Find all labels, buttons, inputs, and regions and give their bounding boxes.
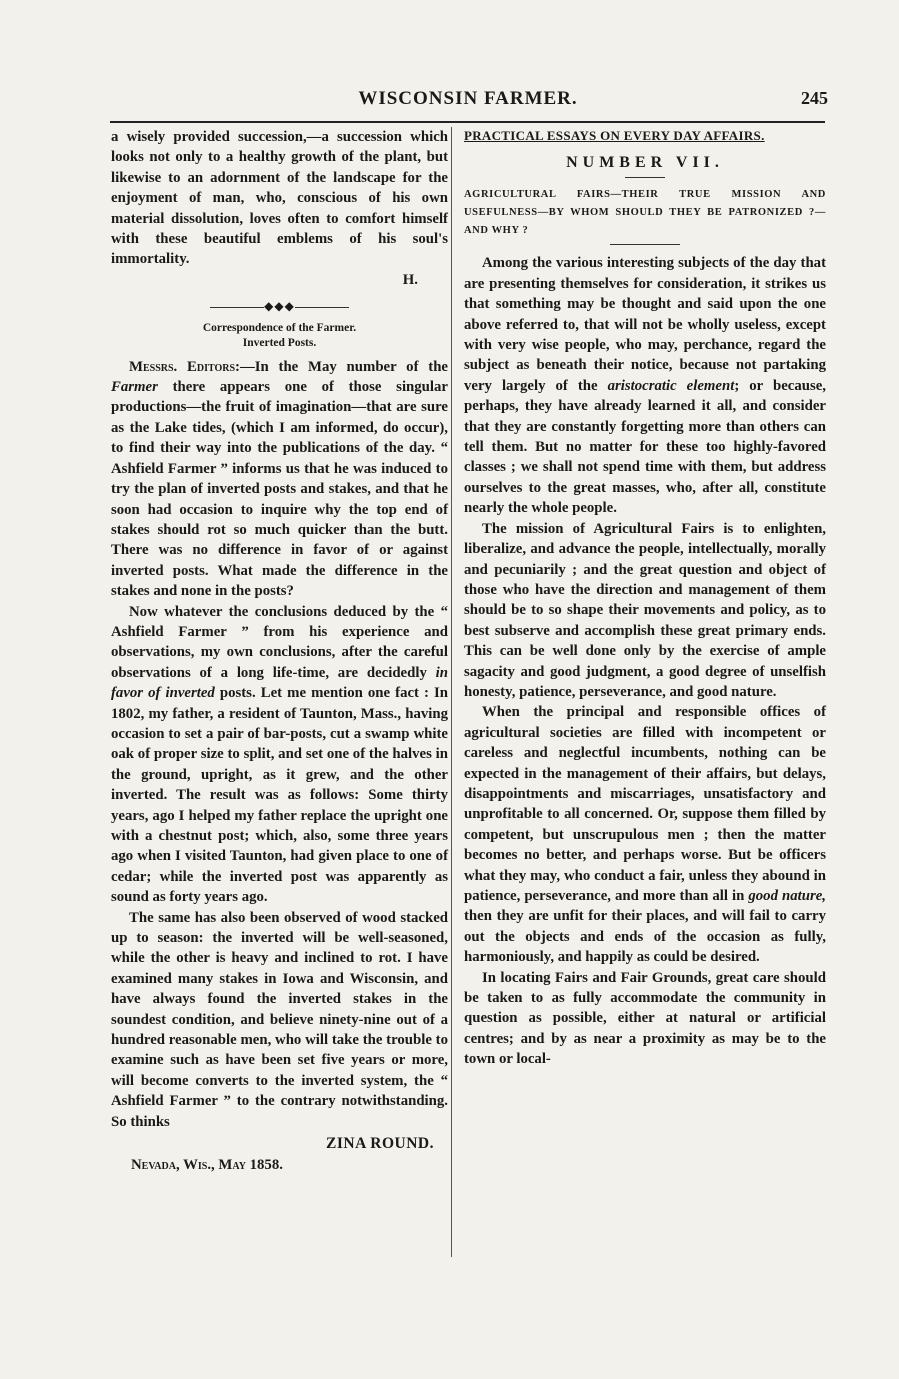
essay-paragraph bbox=[464, 968, 826, 1070]
essay-paragraph bbox=[464, 702, 826, 967]
italic-text: aristocratic element bbox=[607, 377, 735, 394]
opening-signature: H. bbox=[402, 271, 418, 288]
running-head bbox=[108, 88, 828, 118]
paragraph-text: —In the May number of the bbox=[239, 358, 448, 375]
ornament-glyphs: ◆◆◆ bbox=[264, 299, 295, 314]
section-ornament bbox=[111, 296, 448, 316]
paragraph-text: The mission of Agricultural Fairs is to enlighten, liberalize, and advance the people, intellectually, morally and pecuniarily ; and the great question and object of those who have the direction and management of them should be to so shape their movements and policy, as to best subserve and accomplish these great primary ends. This can be well done only by the exercise of ample sagacity and good judgment, a good degree of unselfish honesty, patience, perseverance, and good nature. bbox=[464, 520, 826, 700]
letter-signature: ZINA ROUND. bbox=[326, 1135, 434, 1153]
italic-text: Farmer bbox=[111, 379, 158, 396]
series-heading: PRACTICAL ESSAYS ON EVERY DAY AFFAIRS. bbox=[464, 128, 765, 143]
column-divider bbox=[451, 127, 452, 1257]
paragraph-text: In locating Fairs and Fair Grounds, great care should be taken to as fully accommodate the community in question as possible, either at natural or artificial centres; and by as near a proximity as may be to the town or local- bbox=[464, 969, 826, 1068]
header-rule bbox=[110, 121, 825, 123]
paragraph-text: Now whatever the conclusions deduced by the “ Ashfield Farmer ” from his experience and observations, my own conclusions, after the careful observations of a long life-time, are decidedly bbox=[111, 603, 448, 681]
page-number: 245 bbox=[801, 88, 828, 108]
letter-paragraph bbox=[111, 908, 448, 1132]
topic-rule bbox=[610, 244, 680, 245]
letter-paragraph bbox=[111, 357, 448, 602]
essay-paragraph bbox=[464, 253, 826, 518]
correspondence-heading: Correspondence of the Farmer. bbox=[202, 321, 357, 334]
italic-text: good nature, bbox=[748, 888, 826, 904]
right-column bbox=[464, 127, 826, 1070]
essay-paragraph bbox=[464, 519, 826, 703]
italic-text: in favor of inverted bbox=[111, 664, 448, 702]
article-title: Inverted Posts. bbox=[242, 336, 317, 349]
paragraph-text: Among the various interesting subjects of the day that are presenting themselves for consideration, it strikes us that something may be thought and said upon the one above referred to, that will not be wholly useless, except with very wise people, who may, perchance, regard the subject as beneath their notice, because not partaking very largely of the bbox=[464, 255, 826, 394]
paragraph-text: The same has also been observed of wood stacked up to season: the inverted will be well-seasoned, while the other is heavy and inclined to rot. I have examined many stakes in Iowa and Wisconsin, and have always found the inverted stakes in the soundest condition, and believe ninety-nine out of a hundred reasonable men, who will take the trouble to examine such as have been set five years or more, will become converts to the inverted system, the “ Ashfield Farmer ” to the contrary notwithstanding. So thinks bbox=[111, 909, 448, 1130]
paragraph-text: When the principal and responsible offices of agricultural societies are filled with incompetent or careless and neglectful incumbents, nothing can be expected in the management of their affairs, but delays, disappointments and miscarriages, unsatisfactory and unprofitable to all concerned. Or, suppose them filled by competent, but unscrupulous men ; then the matter becomes no better, and perhaps worse. But be officers what they may, who conduct a fair, unless they abound in patience, perseverance, and more than all in bbox=[464, 704, 826, 904]
number-heading-rule bbox=[625, 177, 665, 178]
ornament-rule-right bbox=[295, 307, 349, 308]
paragraph-text: then they are unfit for their places, and will fail to carry out the objects and ends of the occasion as fully, harmoniously, and happily as could be desired. bbox=[464, 908, 826, 966]
paragraph-text: ; or because, perhaps, they have already learned it all, and consider that they are constantly forgetting more than others can tell them. But no matter for these too highly-favored classes ; we shall not spend time with them, but address ourselves to the great masses, who, after all, constitute nearly the whole people. bbox=[464, 377, 826, 517]
number-heading: NUMBER VII. bbox=[566, 154, 724, 171]
paragraph-text: there appears one of those singular productions—the fruit of imagination—that are sure as the Lake tides, (which I am informed, do occur), to find their way into the publications of the day. “ Ashfield Farmer ” informs us that he was induced to try the plan of inverted posts and stakes, and that he soon had occasion to inquire why the top end of stakes should rot so much quicker than the butt. There was no difference in favor of or against inverted posts. What made the difference in the stakes and none in the posts? bbox=[111, 379, 448, 600]
topic-heading: AGRICULTURAL FAIRS—THEIR TRUE MISSION AND USEFULNESS—BY WHOM SHOULD THEY BE PATRONIZED ?—AND WHY ? bbox=[464, 189, 826, 237]
paragraph-text: posts. Let me mention one fact : In 1802, my father, a resident of Taunton, Mass., having occasion to set a pair of bar-posts, cut a swamp white oak of proper size to split, and set one of the halves in the ground, upright, as it grew, and the other inverted. The result was as follows: Some thirty years, ago I helped my father replace the upright one with a chestnut post; which, also, some three years ago when I visited Taunton, had given place to one of cedar; while the inverted post was apparently as sound as forty years ago. bbox=[111, 685, 449, 906]
ornament-rule-left bbox=[210, 307, 264, 308]
letter-paragraph bbox=[111, 602, 448, 908]
letter-salutation: Messrs. Editors: bbox=[129, 358, 240, 375]
opening-paragraph: a wisely provided succession,—a succession which looks not only to a healthy growth of the plant, but likewise to an adornment of the landscape for the enjoyment of man, who, conscious of his own material dissolution, loves often to comfort himself with these beautiful emblems of his soul's immortality. bbox=[111, 129, 448, 268]
journal-title: WISCONSIN FARMER. bbox=[358, 88, 578, 109]
left-column bbox=[111, 127, 448, 1175]
letter-dateline: Nevada, Wis., May 1858. bbox=[131, 1156, 283, 1173]
